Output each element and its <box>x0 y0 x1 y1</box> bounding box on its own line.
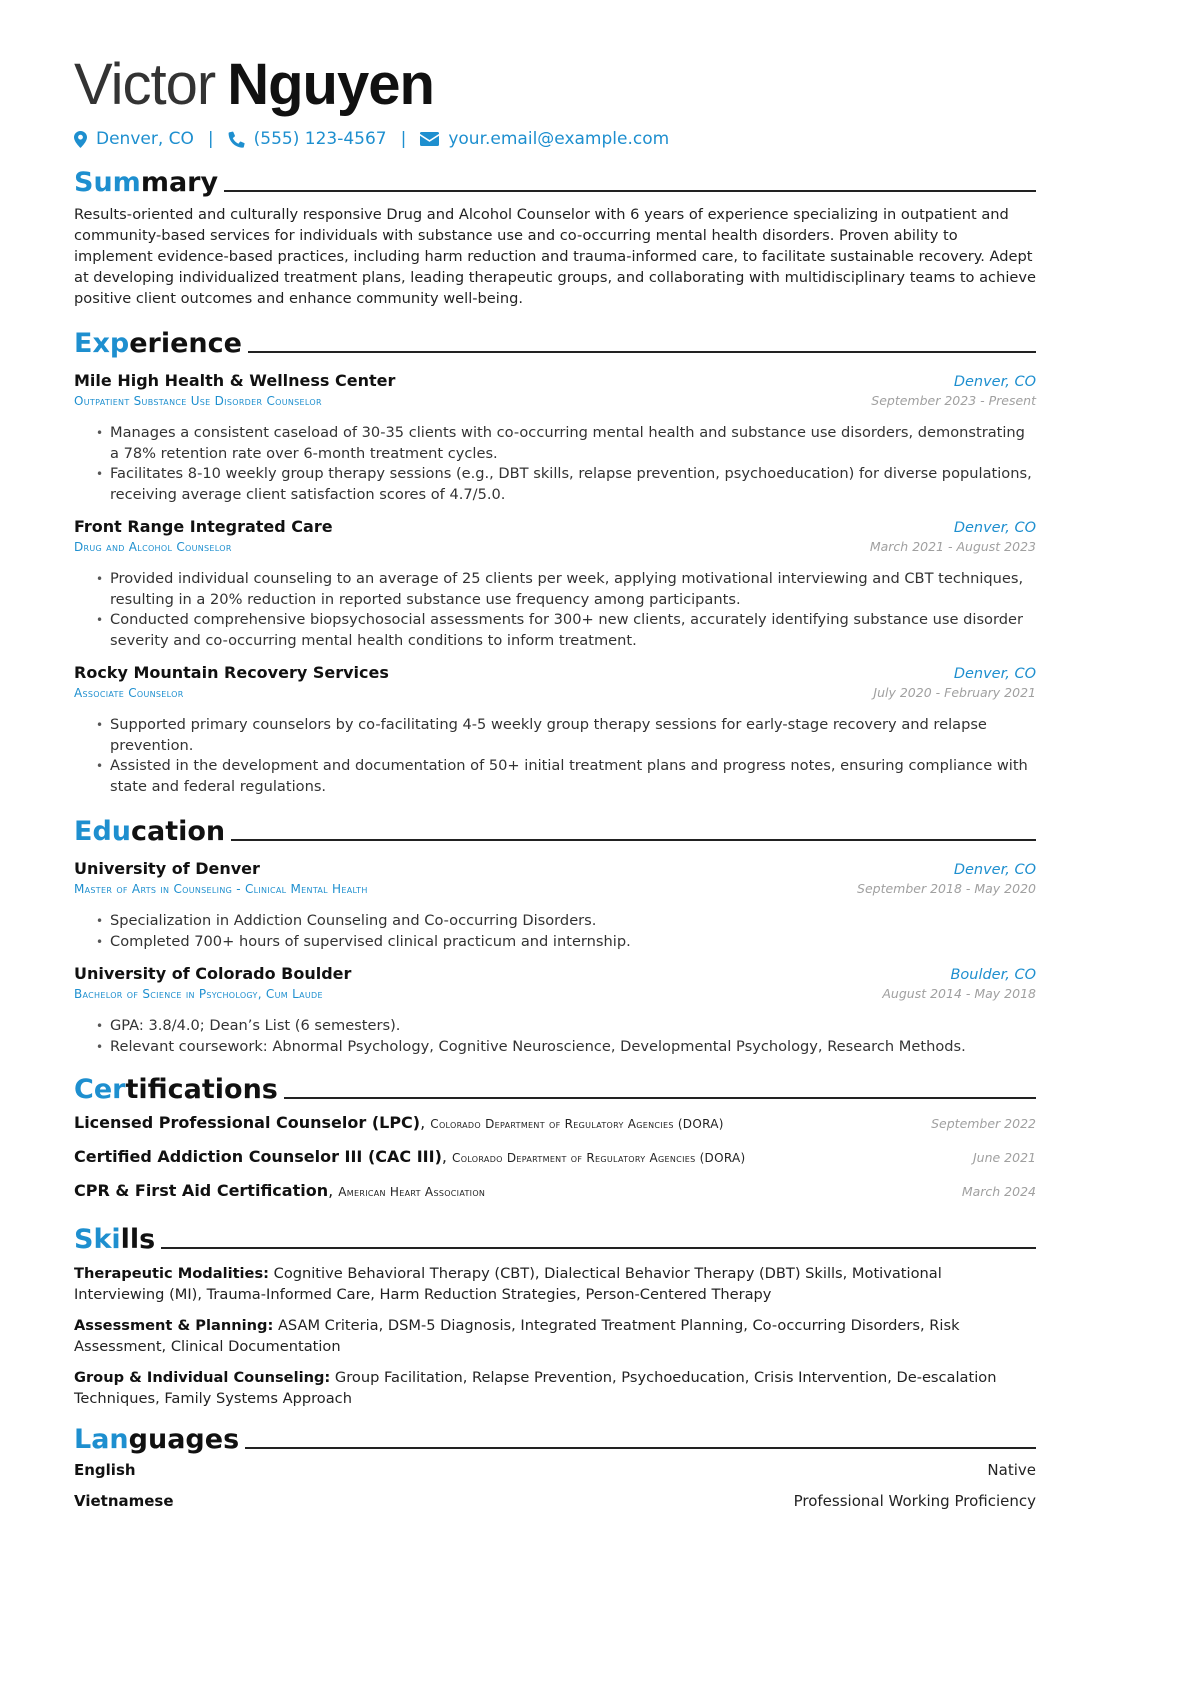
section-education-title <box>74 811 1036 845</box>
skill-list: Group Facilitation, Relapse Prevention, Psychoeducation, Crisis Intervention, De-escalation Techniques, Family Systems Approach <box>74 1369 997 1407</box>
summary-text: Results-oriented and culturally responsive Drug and Alcohol Counselor with 6 years of experience specializing in outpatient and community-based services for individuals with substance use and co-occurring mental health disorders. Proven ability to implement evidence-based practices, including harm reduction and trauma-informed care, to facilitate sustainable recovery. Adept at developing individualized treatment plans, leading therapeutic groups, and collaborating with multidisciplinary teams to achieve positive client outcomes and enhance community well-being. <box>74 206 1036 307</box>
certification-date: September 2022 <box>931 1116 1036 1131</box>
certification-list <box>74 1113 1036 1215</box>
skill-list: Cognitive Behavioral Therapy (CBT), Dialectical Behavior Therapy (DBT) Skills, Motivational Interviewing (MI), Trauma-Informed Care, Harm Reduction Strategies, Person-Centered Therapy <box>74 1265 942 1303</box>
experience-entry <box>74 371 1036 505</box>
skill-category: Therapeutic Modalities: <box>74 1265 269 1282</box>
skill-category: Assessment & Planning: <box>74 1317 274 1334</box>
heading-accent: Edu <box>74 816 131 847</box>
email-link: your.email@example.com <box>448 129 670 149</box>
heading-accent: Sum <box>74 167 141 198</box>
language-list <box>74 1461 1036 1523</box>
bullet-item: • Relevant coursework: Abnormal Psychology, Cognitive Neuroscience, Developmental Psychology, Research Methods. <box>96 1037 1036 1058</box>
employer-name: Mile High Health & Wellness Center <box>74 371 396 390</box>
section-rule <box>224 190 1036 192</box>
school-name: University of Colorado Boulder <box>74 964 352 983</box>
heading-accent: Ski <box>74 1224 121 1255</box>
section-rule <box>161 1247 1036 1249</box>
section-heading <box>74 818 225 845</box>
bullet-list <box>96 911 1036 952</box>
heading-rest: erience <box>129 328 242 359</box>
section-certifications-title <box>74 1069 1036 1103</box>
job-title: Drug and Alcohol Counselor <box>74 540 232 554</box>
bullet-item: • Conducted comprehensive biopsychosocial assessments for 300+ new clients, accurately identifying substance use disorder severity and co-occurring mental health conditions to inform treatment. <box>96 610 1036 651</box>
heading-accent: Exp <box>74 328 130 359</box>
section-experience-title <box>74 323 1036 357</box>
heading-rest: lls <box>120 1224 156 1255</box>
heading-rest: tifications <box>125 1074 278 1105</box>
entry-dates: August 2014 - May 2018 <box>882 986 1036 1001</box>
education-entry <box>74 964 1036 1057</box>
bullet-item: • Supported primary counselors by co-facilitating 4-5 weekly group therapy sessions for early-stage recovery and relapse prevention. <box>96 715 1036 756</box>
experience-entry <box>74 517 1036 651</box>
employer-name: Front Range Integrated Care <box>74 517 333 536</box>
degree-title: Bachelor of Science in Psychology, Cum Laude <box>74 987 323 1001</box>
language-item <box>74 1461 1036 1492</box>
heading-rest: guages <box>128 1424 240 1455</box>
entry-dates: March 2021 - August 2023 <box>869 539 1036 554</box>
certification-issuer: Colorado Department of Regulatory Agencies (DORA) <box>452 1151 746 1165</box>
skill-list: ASAM Criteria, DSM-5 Diagnosis, Integrated Treatment Planning, Co-occurring Disorders, Risk Assessment, Clinical Documentation <box>74 1317 960 1355</box>
section-rule <box>231 839 1036 841</box>
job-title: Outpatient Substance Use Disorder Counselor <box>74 394 322 408</box>
entry-location: Denver, CO <box>953 666 1036 682</box>
language-name: Vietnamese <box>74 1492 174 1510</box>
contact-line <box>74 126 1036 152</box>
envelope-icon <box>420 132 439 146</box>
bullet-item: • Assisted in the development and documentation of 50+ initial treatment plans and progress notes, ensuring compliance with state and federal regulations. <box>96 756 1036 797</box>
section-languages-title <box>74 1419 1036 1453</box>
contact-location <box>74 129 194 149</box>
bullet-item: • Manages a consistent caseload of 30-35 clients with co-occurring mental health and substance use disorders, demonstrating a 78% retention rate over 6-month treatment cycles. <box>96 423 1036 464</box>
certification-item: Certified Addiction Counselor III (CAC III), Colorado Department of Regulatory Agencies (DORA) June 2021 <box>74 1147 1036 1166</box>
certification-date: June 2021 <box>972 1150 1036 1165</box>
section-heading <box>74 330 242 357</box>
entry-location: Boulder, CO <box>950 967 1036 983</box>
heading-accent: Cer <box>74 1074 126 1105</box>
language-item <box>74 1492 1036 1523</box>
experience-entry <box>74 663 1036 797</box>
bullet-item: • Specialization in Addiction Counseling and Co-occurring Disorders. <box>96 911 1036 932</box>
contact-email[interactable] <box>420 129 669 149</box>
degree-title: Master of Arts in Counseling - Clinical Mental Health <box>74 882 368 896</box>
section-heading <box>74 1226 155 1253</box>
certification-item: CPR & First Aid Certification, American Heart Association March 2024 <box>74 1181 1036 1200</box>
phone-text: (555) 123-4567 <box>253 129 387 149</box>
bullet-list <box>96 715 1036 797</box>
name-heading <box>74 38 1036 117</box>
section-heading <box>74 1076 278 1103</box>
employer-name: Rocky Mountain Recovery Services <box>74 663 389 682</box>
skill-group <box>74 1367 1036 1409</box>
entry-location: Denver, CO <box>953 520 1036 536</box>
section-summary-title <box>74 162 1036 196</box>
language-level: Native <box>987 1461 1036 1479</box>
certification-name: Licensed Professional Counselor (LPC) <box>74 1113 421 1132</box>
skill-group <box>74 1315 1036 1357</box>
resume-page <box>74 38 1036 1523</box>
entry-location: Denver, CO <box>953 862 1036 878</box>
bullet-list <box>96 569 1036 651</box>
entry-dates: July 2020 - February 2021 <box>873 685 1036 700</box>
school-name: University of Denver <box>74 859 260 878</box>
location-text: Denver, CO <box>96 129 194 149</box>
section-heading <box>74 169 218 196</box>
entry-location: Denver, CO <box>953 374 1036 390</box>
certification-item: Licensed Professional Counselor (LPC), Colorado Department of Regulatory Agencies (DORA) September 2022 <box>74 1113 1036 1132</box>
contact-separator: | <box>207 129 214 149</box>
last-name: Nguyen <box>227 52 434 117</box>
section-rule <box>248 351 1036 353</box>
phone-icon <box>228 131 245 148</box>
first-name: Victor <box>74 52 216 117</box>
section-heading <box>74 1426 239 1453</box>
job-title: Associate Counselor <box>74 686 184 700</box>
language-name: English <box>74 1461 136 1479</box>
certification-issuer: Colorado Department of Regulatory Agencies (DORA) <box>430 1117 724 1131</box>
bullet-item: • Facilitates 8-10 weekly group therapy sessions (e.g., DBT skills, relapse prevention, psychoeducation) for diverse populations, receiving average client satisfaction scores of 4.7/5.0. <box>96 464 1036 505</box>
entry-dates: September 2023 - Present <box>871 393 1036 408</box>
heading-rest: mary <box>140 167 219 198</box>
certification-date: March 2024 <box>961 1184 1036 1199</box>
skill-group <box>74 1263 1036 1305</box>
heading-rest: cation <box>131 816 226 847</box>
heading-accent: Lan <box>74 1424 129 1455</box>
bullet-list <box>96 423 1036 505</box>
certification-issuer: American Heart Association <box>338 1185 486 1199</box>
skill-category: Group & Individual Counseling: <box>74 1369 331 1386</box>
bullet-item: • GPA: 3.8/4.0; Dean’s List (6 semesters). <box>96 1016 1036 1037</box>
certification-name: Certified Addiction Counselor III (CAC III) <box>74 1147 442 1166</box>
section-rule <box>245 1447 1036 1449</box>
bullet-item: • Completed 700+ hours of supervised clinical practicum and internship. <box>96 932 1036 953</box>
certification-name: CPR & First Aid Certification <box>74 1181 329 1200</box>
section-skills-title <box>74 1219 1036 1253</box>
entry-dates: September 2018 - May 2020 <box>857 881 1036 896</box>
section-rule <box>284 1097 1036 1099</box>
bullet-list <box>96 1016 1036 1057</box>
map-pin-icon <box>74 131 87 148</box>
contact-phone[interactable] <box>228 129 387 149</box>
language-level: Professional Working Proficiency <box>793 1492 1036 1510</box>
contact-separator: | <box>400 129 407 149</box>
education-entry <box>74 859 1036 952</box>
bullet-item: • Provided individual counseling to an average of 25 clients per week, applying motivational interviewing and CBT techniques, resulting in a 20% reduction in reported substance use frequency among participants. <box>96 569 1036 610</box>
